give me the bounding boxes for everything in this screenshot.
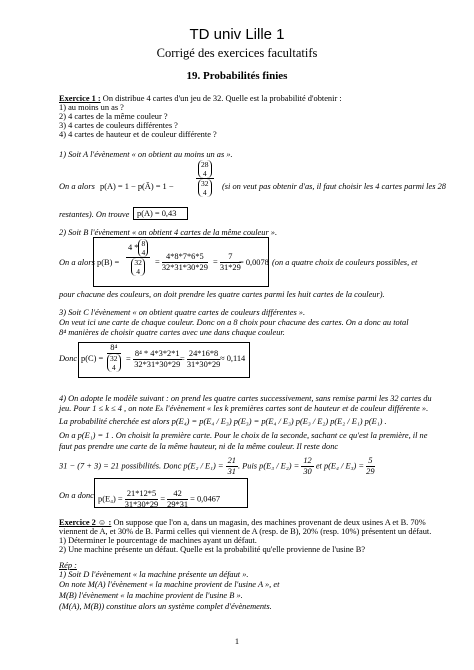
- q3-formula: p(C) =: [81, 354, 104, 363]
- q1-result-box: [133, 207, 188, 220]
- q3-line-1: On veut ici une carte de chaque couleur. Donc on a 8 choix pour chacune des cartes. On a donc au total: [59, 318, 409, 327]
- q4-fb-den: 30: [303, 467, 312, 476]
- q1-formula: p(A) = 1 − p(Ā) = 1 −: [100, 182, 174, 191]
- exercise-2-item: 2) Une machine présente un défaut. Quelle est la probabilité qu'elle provienne de l'usine B?: [59, 545, 366, 554]
- q1-den-top: 32: [201, 179, 209, 188]
- answer-line-2: On note M(A) l'évènement « la machine provient de l'usine A », et: [59, 580, 280, 589]
- q4-fc-den: 29: [366, 467, 375, 476]
- q4-line-4: On a p(E₁) = 1 . On choisit la première carte. Pour le choix de la seconde, sachant ce qu'est la première, il ne: [59, 431, 428, 440]
- q2-result: = 0,0078: [239, 258, 269, 267]
- answer-line-3: M(B) l'évènement « la machine provient de l'usine B ».: [59, 591, 243, 600]
- page-title: TD univ Lille 1: [189, 26, 285, 43]
- exercise-1-item: 2) 4 cartes de la même couleur ?: [59, 112, 168, 121]
- q3-fraction-2: = $\frac{\text{8⁴ * 4*3*2*1}}{32*31*30*29}$: [126, 349, 181, 369]
- q2-formula: p(B) =: [97, 258, 120, 267]
- q2-f2-den: 32*31*30*29: [161, 263, 208, 272]
- exercise-1-item: 4) 4 cartes de hauteur et de couleur différente ?: [59, 130, 217, 139]
- answer-label: Rép :: [59, 561, 77, 570]
- q2-comment: (on a quatre choix de couleurs possibles, et: [272, 258, 418, 267]
- q2-fraction-2: = $\frac{4*8*7*6*5}{32*31*30*29}$: [155, 252, 208, 272]
- q2-lead: On a alors: [59, 258, 95, 267]
- q4-fc-num: 5: [366, 456, 374, 467]
- exercise-1-item: 1) au moins un as ?: [59, 103, 124, 112]
- q2-f1-den-top: 32: [134, 258, 142, 267]
- exercise-2-line-1: On suppose que l'on a, dans un magasin, des machines provenant de deux usines A et B. 70%: [113, 518, 426, 527]
- q2-f1-bottom: 4: [141, 248, 146, 257]
- q2-f3-num: 7: [220, 252, 241, 263]
- q2-f2-num: 4*8*7*6*5: [162, 252, 208, 263]
- section-heading: 19. Probabilités finies: [186, 70, 288, 82]
- q3-fraction-3: = $\frac{24*16*8}{31*30*29}$: [180, 349, 221, 369]
- q3-line-2: 8⁴ manières de choisir quatre cartes avec une dans chaque couleur.: [59, 328, 285, 337]
- q1-num-bottom: 4: [202, 169, 207, 178]
- q4-result: = 0,0467: [190, 494, 221, 504]
- q2-title: 2) Soit B l'évènement « on obtient 4 cartes de la même couleur ».: [59, 228, 278, 237]
- q3-title: 3) Soit C l'évènement « on obtient quatre cartes de couleurs différentes ».: [59, 308, 306, 317]
- exercise-1-label: Exercice 1 :: [59, 94, 101, 103]
- exercise-2-label: Exercice 2 ☺ :: [59, 518, 112, 527]
- page-number: 1: [234, 637, 240, 646]
- q4-line-1: 4) On adopte le modèle suivant : on prend les quatre cartes successivement, sans remise parmi les 32 cartes du: [59, 394, 432, 403]
- q3-f2-num: 8⁴ * 4*3*2*1: [134, 349, 180, 358]
- answer-line-4: (M(A), M(B)) constitue alors un système complet d'évènements.: [59, 602, 272, 611]
- q4-formula: p(E₄) = $\frac{21*12*5}{31*30*29}$ = $\frac{42}{29*31}$ = 0,0467: [98, 489, 221, 509]
- q3-lead: Donc: [59, 354, 78, 363]
- q1-comment-2: restantes). On trouve: [59, 210, 130, 219]
- q4-line-2: jeu. Pour 1 ≤ k ≤ 4 , on note Eₖ l'évènement « les k premières cartes sont de hauteur et de couleur différente ».: [59, 404, 429, 413]
- q4-line-6a: 31 − (7 + 3) = 21 possibilités. Donc p(E₂ / E₁) =: [59, 461, 224, 471]
- q3-f1-den-bottom: 4: [111, 363, 116, 372]
- q3-f3-num: 24*16*8: [187, 349, 221, 360]
- q2-fraction-3: = $\frac{7}{31*29}$: [213, 252, 241, 272]
- q4-r2-num: 42: [167, 489, 188, 500]
- answer-line-1: 1) Soit D l'évènement « la machine présente un défaut ».: [59, 570, 249, 579]
- q2-f1-top: 8: [141, 239, 146, 248]
- q4-line-6: [59, 456, 375, 477]
- exercise-1-statement: On distribue 4 cartes d'un jeu de 32. Quelle est la probabilité d'obtenir :: [102, 94, 342, 103]
- q1-title: 1) Soit A l'évènement « on obtient au moins un as ».: [59, 150, 233, 159]
- q4-line-5: faut pas prendre une carte de la même hauteur, ni de la même couleur. Il reste donc: [59, 442, 339, 451]
- q2-fraction-1: [126, 239, 150, 276]
- q2-f1-den-bottom: 4: [136, 267, 140, 276]
- q1-result: p(A) = 0,43: [137, 209, 177, 218]
- q4-fb-num: 12: [303, 456, 312, 465]
- q1-fraction: [196, 160, 214, 197]
- q4-r1-num: 21*12*5: [125, 489, 159, 500]
- q1-comment: (si on veut pas obtenir d'as, il faut choisir les 4 cartes parmi les 28: [222, 182, 446, 191]
- q3-f1-num: 8⁴: [107, 343, 121, 354]
- q1-lead: On a alors: [59, 182, 95, 191]
- q1-den-bottom: 4: [202, 188, 207, 197]
- q4-lead: On a donc: [59, 491, 94, 500]
- exercise-2-item: 1) Déterminer le pourcentage de machines ayant un défaut.: [59, 536, 257, 545]
- q3-f1-den-top: 32: [110, 354, 118, 363]
- page-subtitle: Corrigé des exercices facultatifs: [156, 46, 318, 60]
- q3-f3-den: 31*30*29: [186, 360, 221, 369]
- q4-line-6c: et p(E₄ / E₃) =: [313, 461, 365, 471]
- q4-line-6b: . Puis p(E₃ / E₂) =: [237, 461, 300, 471]
- q3-f2-den: 32*31*30*29: [134, 360, 181, 369]
- q1-num-top: 28: [201, 160, 209, 169]
- q2-f3-den: 31*29: [219, 263, 241, 272]
- exercise-2-line-2: viennent de A, et 30% de B. Parmi celles qui viennent de A (resp. de B), 20% (resp. 10%) présentent un défaut.: [59, 527, 432, 536]
- q4-fa-num: 21: [227, 456, 236, 465]
- q2-comment-2: pour chacune des couleurs, on doit prendre les quatre cartes parmi les huit cartes de la couleur).: [59, 290, 385, 299]
- exercise-1-item: 3) 4 cartes de couleurs différentes ?: [59, 121, 178, 130]
- q4-formula-lhs: p(E₄) =: [98, 494, 123, 504]
- q3-result: ≈ 0,114: [220, 354, 246, 363]
- q4-r1-den: 31*30*29: [124, 500, 159, 509]
- q3-fraction-1: [107, 343, 121, 372]
- q4-r2-den: 29*31: [167, 500, 189, 509]
- q4-fa-den: 31: [227, 467, 236, 476]
- q4-line-3: La probabilité cherchée est alors p(E₄) = p(E₄ / E₃) p(E₃) = p(E₄ / E₃) p(E₃ / E₂) p(E₂ / E₁) p(E₁) .: [59, 417, 387, 426]
- q2-f1-coef: 4 *: [128, 242, 139, 252]
